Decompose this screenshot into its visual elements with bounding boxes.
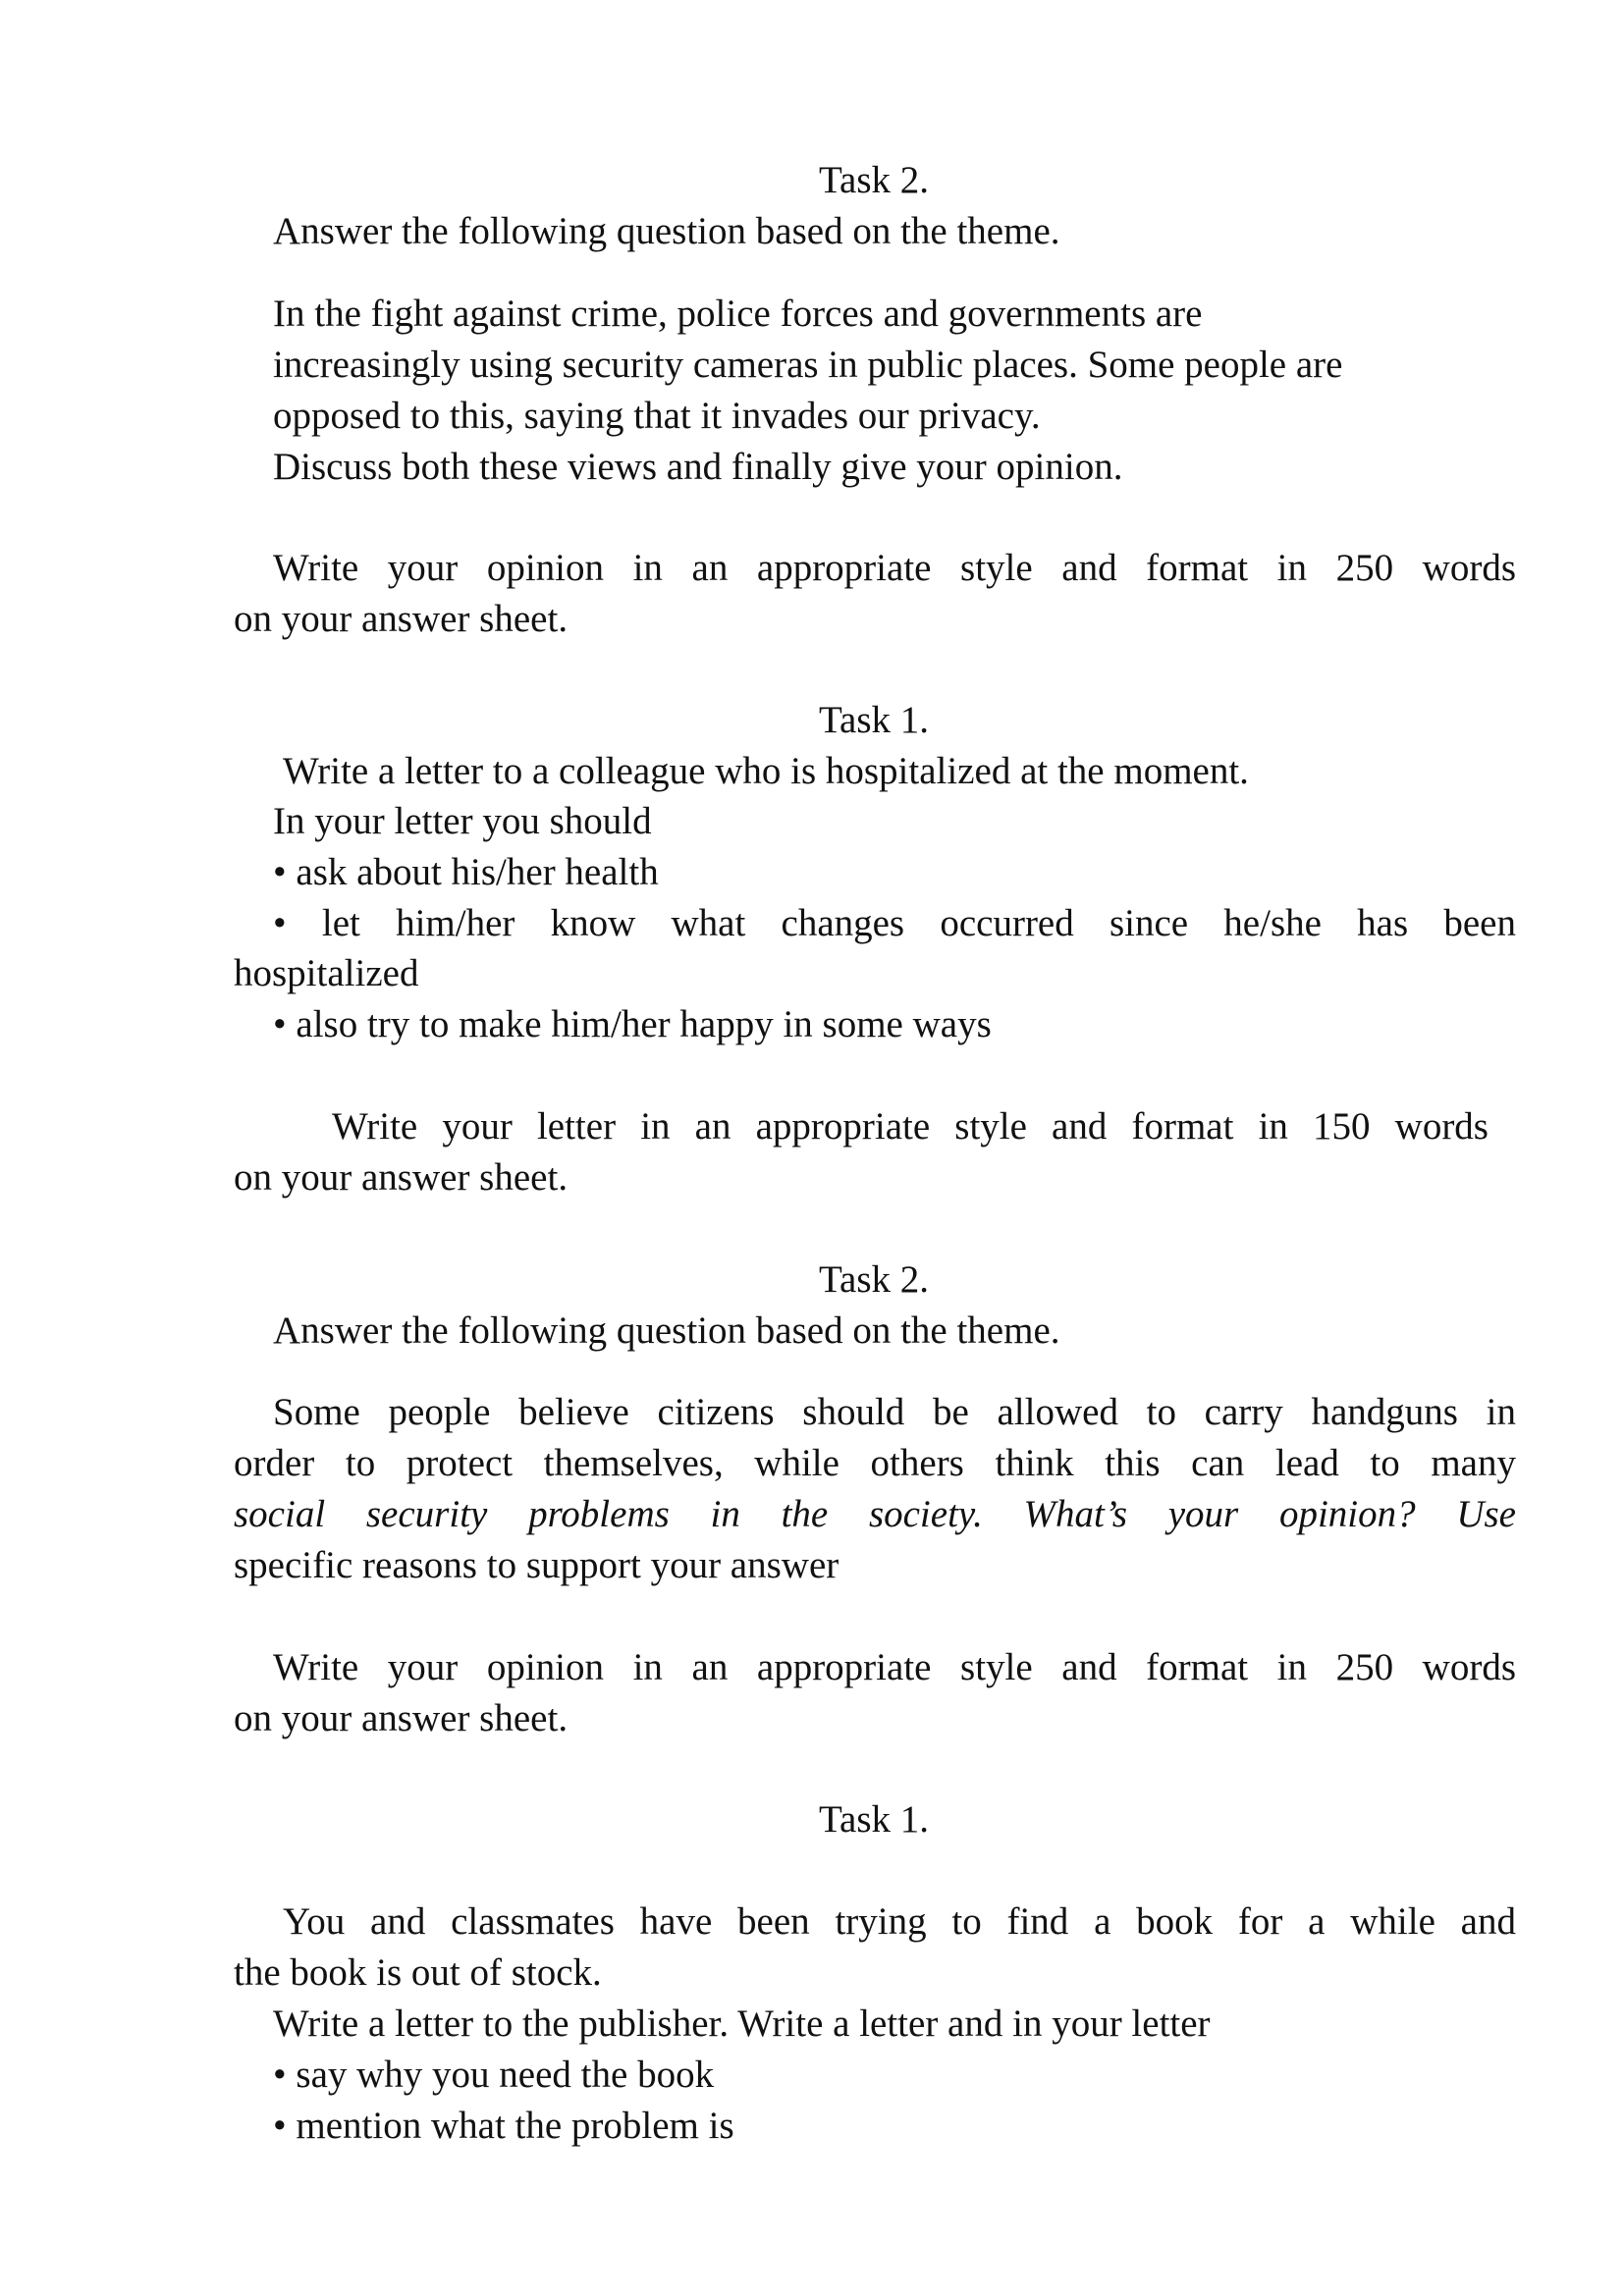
bullet-item: • say why you need the book bbox=[273, 2054, 715, 2096]
prompt-line: social security problems in the society. What’s your opinion? Use bbox=[234, 1493, 1516, 1535]
closing-line: on your answer sheet. bbox=[234, 1697, 568, 1739]
prompt-line: Discuss both these views and finally give your opinion. bbox=[273, 446, 1123, 488]
prompt-line: increasingly using security cameras in public places. Some people are bbox=[273, 344, 1343, 386]
task-heading: Task 1. bbox=[818, 699, 930, 741]
bullet-item: • ask about his/her health bbox=[273, 851, 659, 893]
task-instruction: Answer the following question based on the theme. bbox=[273, 1309, 1060, 1352]
task-lead: Write a letter to the publisher. Write a letter and in your letter bbox=[273, 2002, 1211, 2045]
prompt-line: You and classmates have been trying to find a book for a while and bbox=[283, 1900, 1516, 1943]
task-lead: In your letter you should bbox=[273, 800, 652, 842]
bullet-item: • let him/her know what changes occurred since he/she has been bbox=[273, 902, 1516, 944]
task-instruction: Write a letter to a colleague who is hospitalized at the moment. bbox=[283, 750, 1249, 792]
prompt-line: In the fight against crime, police forces and governments are bbox=[273, 293, 1203, 335]
closing-line: Write your opinion in an appropriate style and format in 250 words bbox=[273, 1646, 1516, 1688]
task-instruction: Answer the following question based on the theme. bbox=[273, 210, 1060, 252]
closing-line: Write your letter in an appropriate style and format in 150 words bbox=[332, 1105, 1489, 1148]
bullet-continuation: hospitalized bbox=[234, 952, 419, 994]
prompt-line: Some people believe citizens should be allowed to carry handguns in bbox=[273, 1391, 1516, 1433]
bullet-item: • mention what the problem is bbox=[273, 2105, 734, 2147]
prompt-line: the book is out of stock. bbox=[234, 1951, 602, 1994]
prompt-line: opposed to this, saying that it invades our privacy. bbox=[273, 395, 1041, 437]
closing-line: Write your opinion in an appropriate style and format in 250 words bbox=[273, 547, 1516, 589]
task-heading: Task 2. bbox=[818, 1258, 930, 1301]
task-heading: Task 2. bbox=[818, 159, 930, 201]
bullet-item: • also try to make him/her happy in some ways bbox=[273, 1003, 992, 1045]
closing-line: on your answer sheet. bbox=[234, 1156, 568, 1199]
prompt-line: order to protect themselves, while others think this can lead to many bbox=[234, 1442, 1516, 1484]
prompt-line: specific reasons to support your answer bbox=[234, 1544, 839, 1586]
closing-line: on your answer sheet. bbox=[234, 598, 568, 640]
task-heading: Task 1. bbox=[818, 1798, 930, 1841]
